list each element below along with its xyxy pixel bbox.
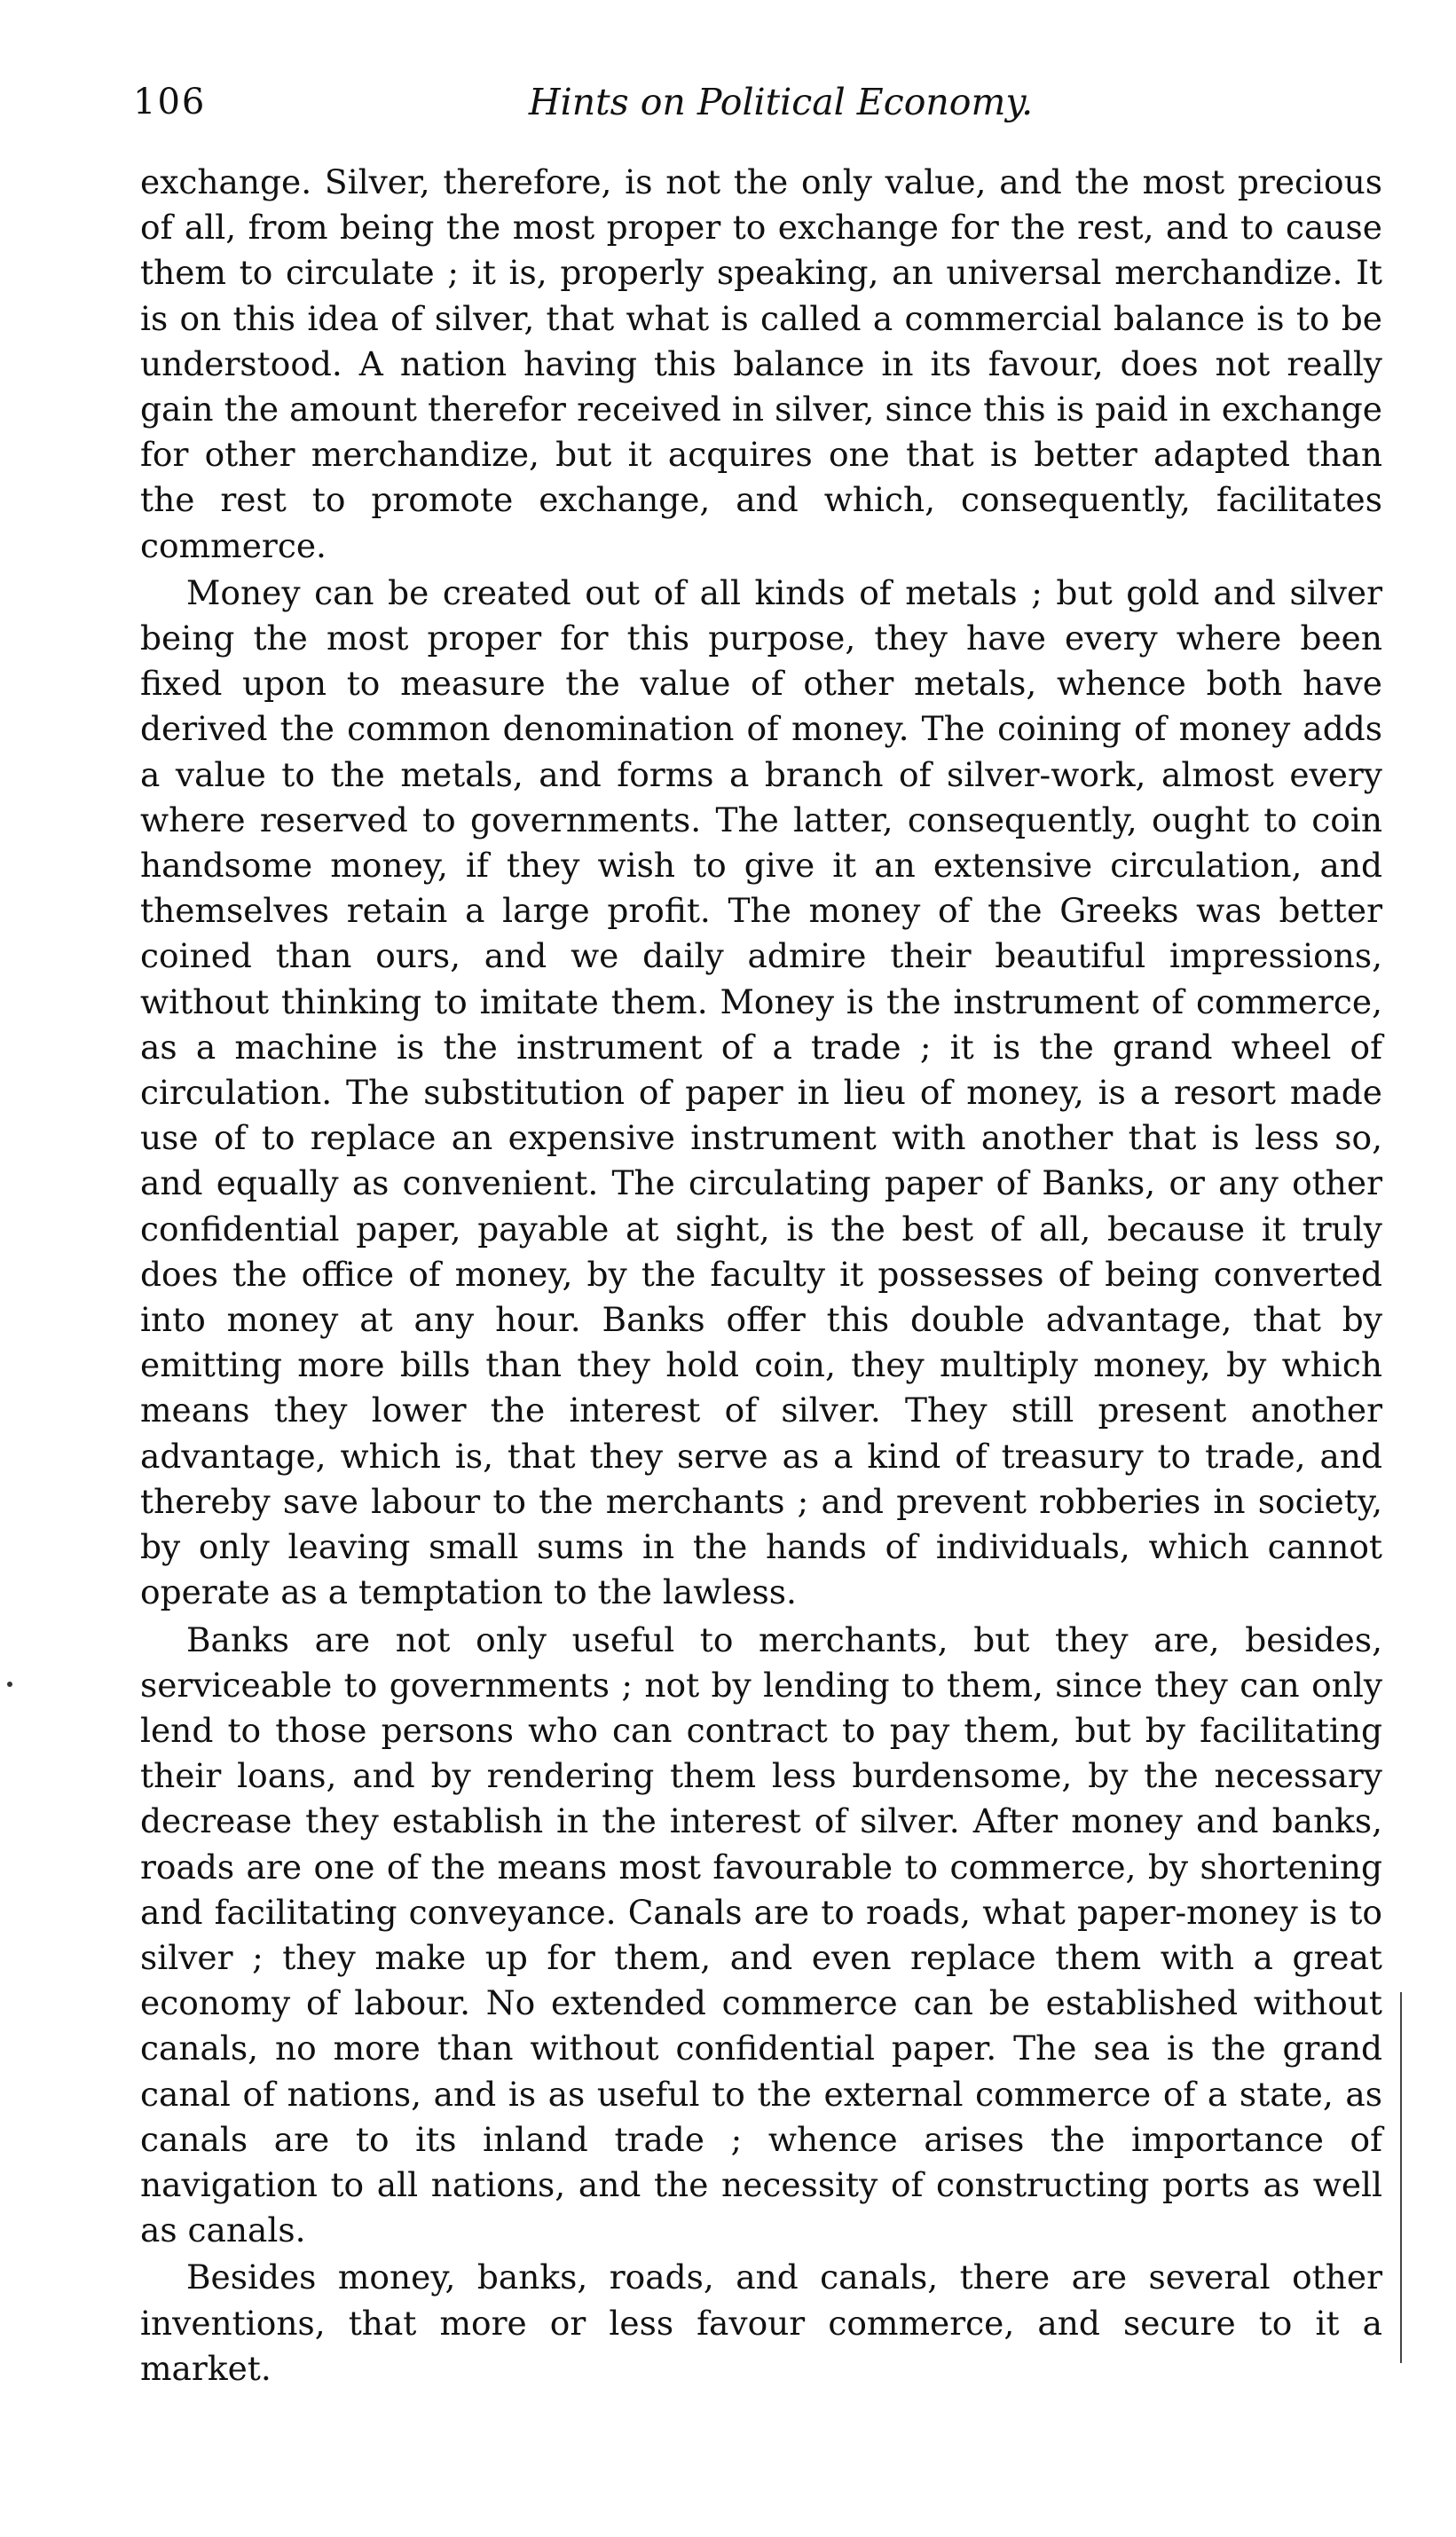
body-text <box>140 160 1382 2393</box>
running-title: Hints on Political Economy. <box>528 81 1034 123</box>
gutter-rule <box>1400 1992 1402 2363</box>
margin-ink-dot <box>7 1682 12 1687</box>
running-head <box>133 71 1393 133</box>
paragraph-inventions: Besides money, banks, roads, and canals, there are several other inventions, that more or less favour commerce, and secure to it a market. <box>140 2257 1382 2388</box>
paragraph-exchange-continuation: exchange. Silver, therefore, is not the only value, and the most precious of all, from being the most proper to exchange for the rest, and to cause them to circulate ; it is, properly speaking, an universal merchandize. It is on this idea of silver, that what is called a commercial balance is to be understood. A nation having this balance in its favour, does not really gain the amount therefor received in silver, since this is paid in exchange for other merchandize, but it acquires one that is better adapted than the rest to promote exchange, and which, consequently, facilitates commerce. <box>140 162 1382 565</box>
paragraph-banks: Banks are not only useful to merchants, but they are, besides, serviceable to governments ; not by lending to them, since they can only lend to those persons who can contract to pay them, but by facilitating their loans, and by rendering them less burdensome, by the necessary decrease they establish in the interest of silver. After money and banks, roads are one of the means most favourable to commerce, by shortening and facilitating conveyance. Canals are to roads, what paper-money is to silver ; they make up for them, and even replace them with a great economy of labour. No extended commerce can be established without canals, no more than without confidential paper. The sea is the grand canal of nations, and is as useful to the external commerce of a state, as canals are to its inland trade ; whence arises the importance of navigation to all nations, and the necessity of constructing ports as well as canals. <box>140 1619 1382 2250</box>
page-number: 106 <box>133 82 207 122</box>
paragraph-money: Money can be created out of all kinds of metals ; but gold and silver being the most proper for this purpose, they have every where been fixed upon to measure the value of other metals, whence both have derived the common denomination of money. The coining of money adds a value to the metals, and forms a branch of silver-work, almost every where reserved to governments. The latter, consequently, ought to coin handsome money, if they wish to give it an extensive circulation, and themselves retain a large profit. The money of the Greeks was better coined than ours, and we daily admire their beautiful impressions, without thinking to imitate them. Money is the instrument of commerce, as a machine is the instrument of a trade ; it is the grand wheel of circulation. The substitution of paper in lieu of money, is a resort made use of to replace an expensive instrument with another that is less so, and equally as convenient. The circulating paper of Banks, or any other confidential paper, payable at sight, is the best of all, because it truly does the office of money, by the faculty it possesses of being converted into money at any hour. Banks offer this double advantage, that by emitting more bills than they hold coin, they multiply money, by which means they lower the interest of silver. They still present another advantage, which is, that they serve as a kind of treasury to trade, and thereby save labour to the merchants ; and prevent robberies in society, by only leaving small sums in the hands of individuals, which cannot operate as a temptation to the lawless. <box>140 572 1382 1612</box>
